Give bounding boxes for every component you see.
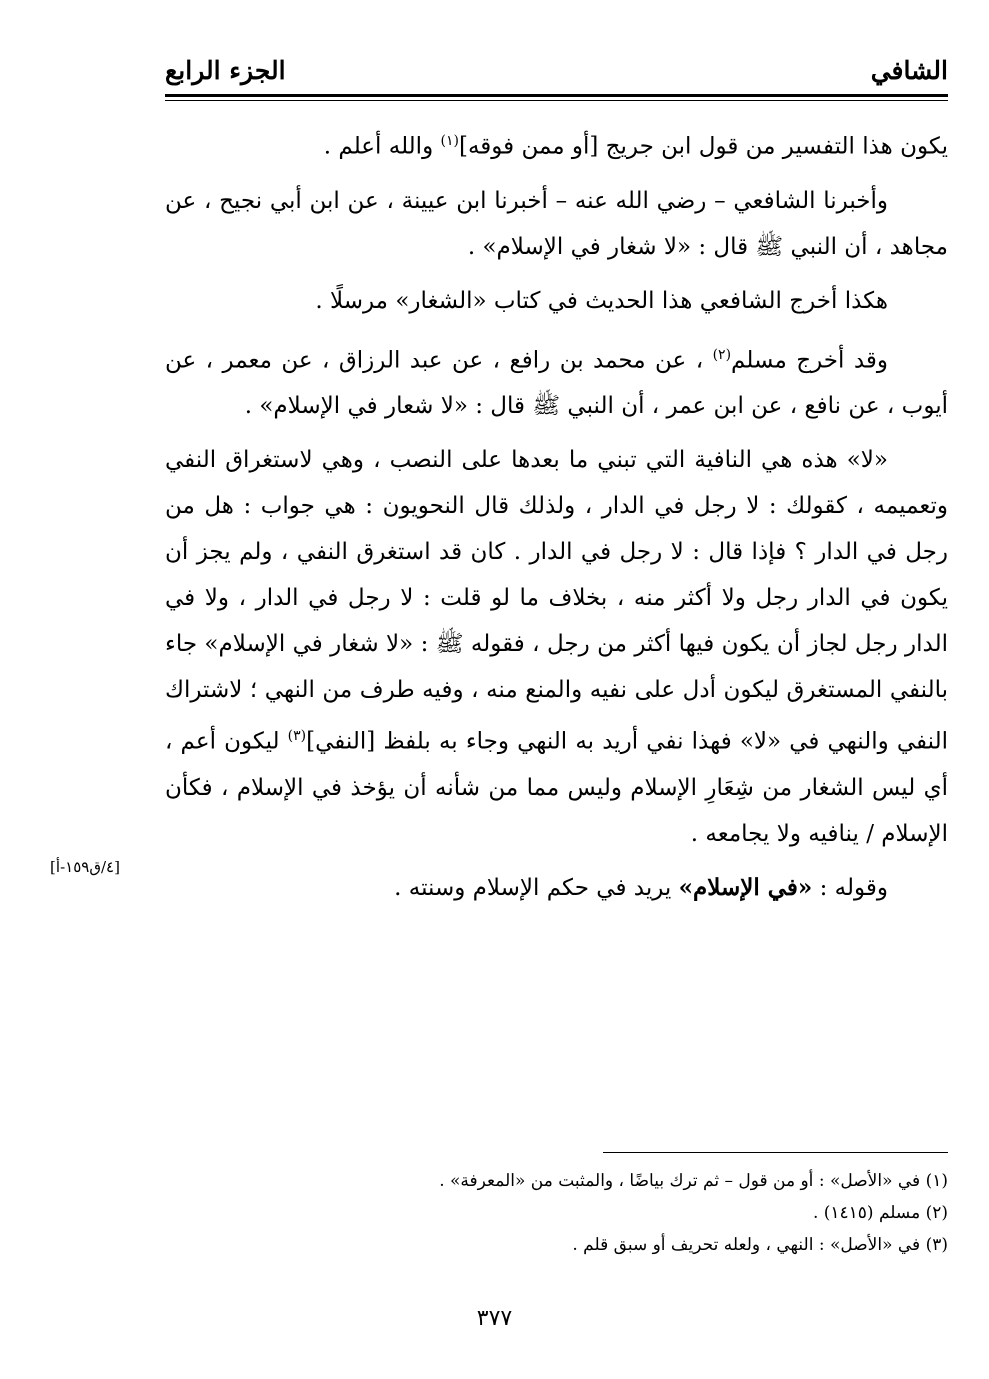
paragraph-4: وقد أخرج مسلم$^{(٢)}$ ، عن محمد بن رافع ، عن عبد الرزاق ، عن معمر ، عن أيوب ، عن نافع ، عن ابن عمر ، أن النبي ﷺ قال : «لا شعار في الإسلام» . — [165, 346, 948, 420]
paragraph-5: «لا» هذه هي النافية التي تبني ما بعدها على النصب ، وهي لاستغراق النفي وتعميمه ، كقولك : لا رجل في الدار ، ولذلك قال النحويون : هي جواب : هل من رجل في الدار ؟ فإذا قال : لا رجل في الدار . كان قد استغرق النفي ، ولم يجز أن يكون في الدار رجل ولا أكثر منه ، بخلاف ما لو قلت : لا رجل في الدار ، ولا في الدار رجل لجاز أن يكون فيها أكثر من رجل ، فقوله ﷺ : «لا شغار في الإسلام» جاء بالنفي المستغرق ليكون أدل على نفيه والمنع منه ، وفيه طرف من النهي ؛ لاشتراك النفي والنهي في «لا» فهذا نفي أريد به النهي وجاء به بلفظ [النفي]$^{(٣)}$ ليكون أعم ، أي ليس الشغار من شِعَارِ الإسلام وليس مما من شأنه أن يؤخذ في الإسلام ، فكأن الإسلام / ينافيه ولا يجامعه . — [165, 447, 948, 847]
part-label: الجزء الرابع — [165, 56, 286, 85]
footnote-1: (١) في «الأصل» : أو من قول – ثم ترك بياضًا ، والمثبت من «المعرفة» . — [439, 1171, 948, 1191]
footnote-separator — [603, 1152, 948, 1153]
footnote-2: (٢) مسلم (١٤١٥) . — [812, 1203, 948, 1223]
paragraph-1: يكون هذا التفسير من قول ابن جريج [أو ممن فوقه]$^{(١)}$ والله أعلم . — [323, 133, 948, 160]
paragraph-6: وقوله : «في الإسلام» يريد في حكم الإسلام وسنته . — [394, 873, 888, 901]
header-rule-thin — [165, 100, 948, 101]
footnote-ref-1: (١) — [440, 133, 459, 149]
main-text — [165, 118, 948, 919]
footnotes — [165, 1165, 948, 1261]
footnote-ref-2: (٢) — [712, 346, 732, 363]
book-title: الشافي — [870, 56, 948, 85]
paragraph-2: وأخبرنا الشافعي – رضي الله عنه – أخبرنا ابن عيينة ، عن ابن أبي نجيح ، عن مجاهد ، أن النبي ﷺ قال : «لا شغار في الإسلام» . — [165, 187, 948, 260]
bold-phrase: «في الإسلام» — [678, 873, 813, 901]
footnote-3: (٣) في «الأصل» : النهي ، ولعله تحريف أو سبق قلم . — [572, 1235, 948, 1255]
page-number: ٣٧٧ — [476, 1306, 513, 1331]
page-header — [165, 52, 948, 92]
header-rule-thick — [165, 94, 948, 97]
paragraph-3: هكذا أخرج الشافعي هذا الحديث في كتاب «الشغار» مرسلًا . — [315, 287, 888, 314]
footnote-ref-3: (٣) — [287, 728, 307, 745]
manuscript-margin-note: [٤/ق١٥٩-أ] — [50, 858, 120, 876]
